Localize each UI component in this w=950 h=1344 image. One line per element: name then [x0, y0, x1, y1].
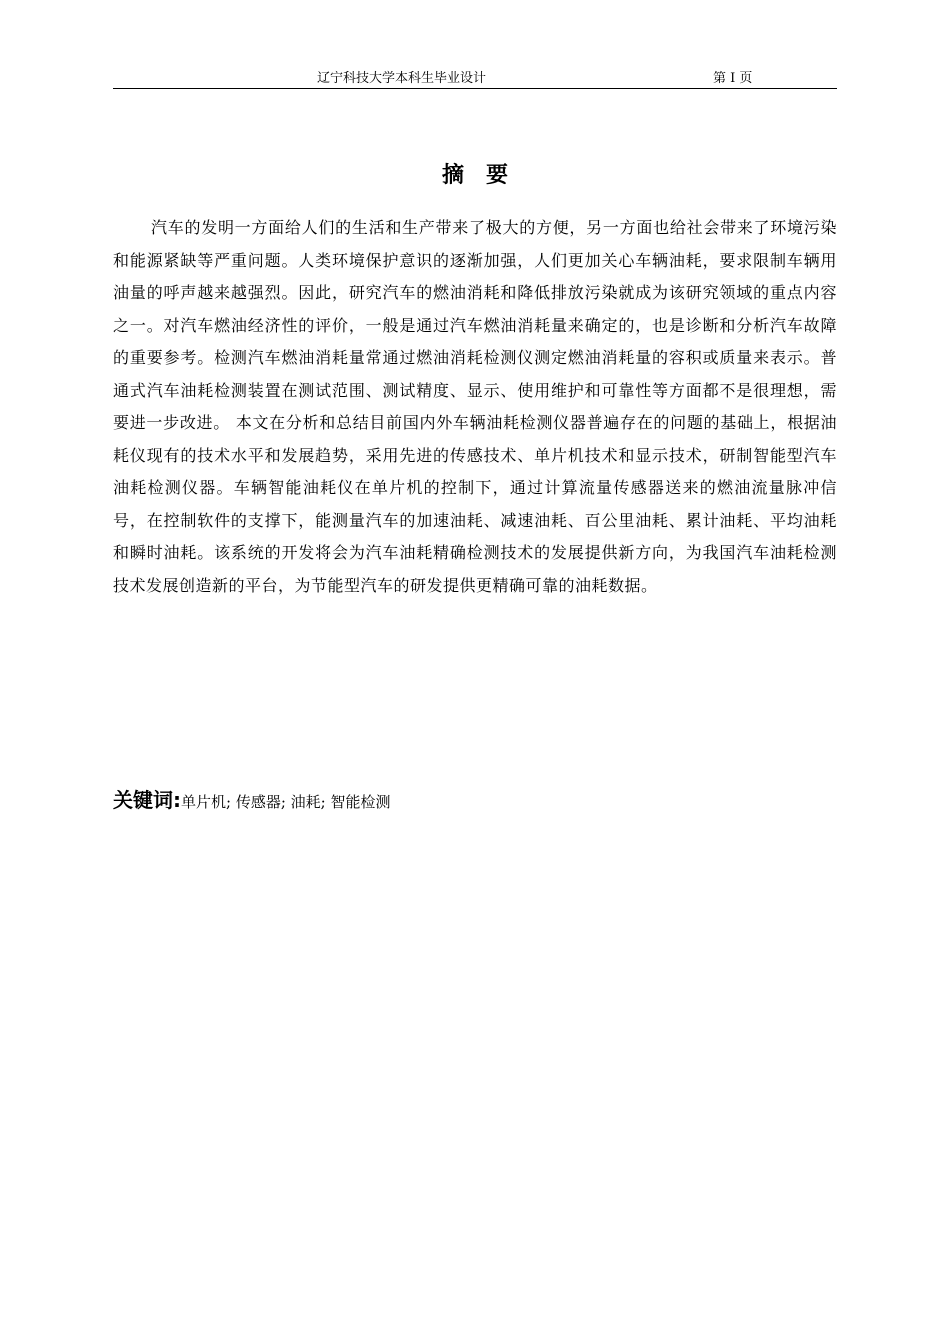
keywords-label: 关键词: — [113, 788, 181, 812]
abstract-title: 摘要 — [441, 163, 530, 188]
keywords-text: 单片机; 传感器; 油耗; 智能检测 — [181, 793, 391, 811]
header-page-number: 第 I 页 — [713, 71, 753, 86]
keywords-line — [113, 784, 390, 813]
abstract-body: 汽车的发明一方面给人们的生活和生产带来了极大的方便，另一方面也给社会带来了环境污染和能源紧缺等严重问题。人类环境保护意识的逐渐加强，人们更加关心车辆油耗，要求限制车辆用油量的呼声越来越强烈。因此，研究汽车的燃油消耗和降低排放污染就成为该研究领域的重点内容之一。对汽车燃油经济性的评价，一般是通过汽车燃油消耗量来确定的，也是诊断和分析汽车故障的重要参考。检测汽车燃油消耗量常通过燃油消耗检测仪测定燃油消耗量的容积或质量来表示。普通式汽车油耗检测装置在测试范围、测试精度、显示、使用维护和可靠性等方面都不是很理想，需要进一步改进。 本文在分析和总结目前国内外车辆油耗检测仪器普遍存在的问题的基础上，根据油耗仪现有的技术水平和发展趋势，采用先进的传感技术、单片机技术和显示技术，研制智能型汽车油耗检测仪器。车辆智能油耗仪在单片机的控制下，通过计算流量传感器送来的燃油流量脉冲信号，在控制软件的支撑下，能测量汽车的加速油耗、减速油耗、百公里油耗、累计油耗、平均油耗和瞬时油耗。该系统的开发将会为汽车油耗精确检测技术的发展提供新方向，为我国汽车油耗检测技术发展创造新的平台，为节能型汽车的研发提供更精确可靠的油耗数据。 — [113, 218, 837, 595]
header-title: 辽宁科技大学本科生毕业设计 — [317, 71, 487, 86]
page-header — [113, 64, 837, 89]
